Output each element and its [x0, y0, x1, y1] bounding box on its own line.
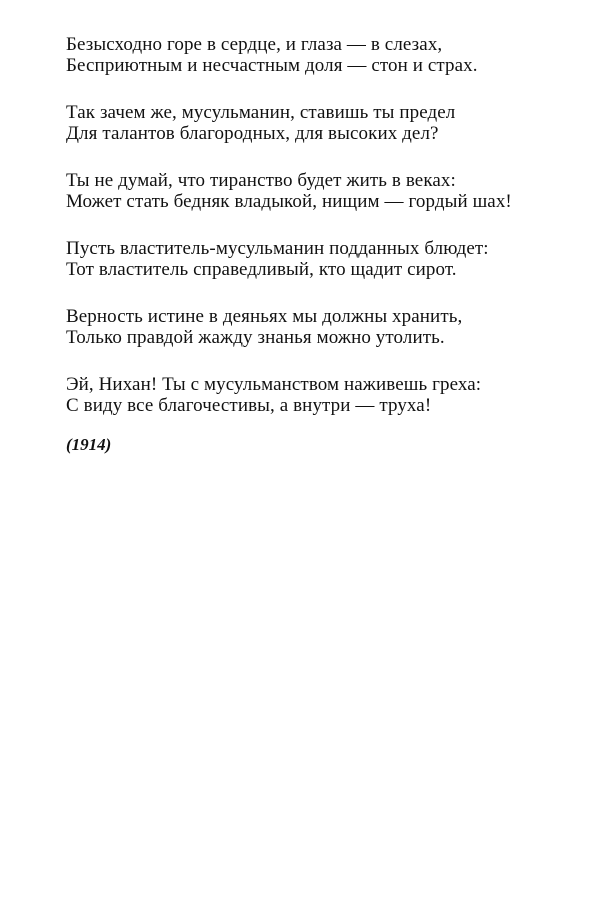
poem-line: Верность истине в деяньях мы должны хранить, — [66, 306, 463, 327]
poem-line: С виду все благочестивы, а внутри — труха! — [66, 395, 432, 416]
stanza-3 — [66, 170, 546, 212]
poem-page — [66, 34, 546, 455]
poem-line: Так зачем же, мусульманин, ставишь ты предел — [66, 102, 456, 123]
poem-line: Бесприютным и несчастным доля — стон и страх. — [66, 55, 478, 76]
stanza-4 — [66, 238, 546, 280]
poem-line: Ты не думай, что тиранство будет жить в веках: — [66, 170, 456, 191]
poem-line: Пусть властитель-мусульманин подданных блюдет: — [66, 238, 489, 259]
stanza-6 — [66, 374, 546, 416]
poem-line: Для талантов благородных, для высоких дел? — [66, 123, 439, 144]
poem-line: Только правдой жажду знанья можно утолить. — [66, 327, 445, 348]
stanza-5 — [66, 306, 546, 348]
poem-line: Эй, Нихан! Ты с мусульманством наживешь греха: — [66, 374, 482, 395]
stanza-1 — [66, 34, 546, 76]
poem-line: Безысходно горе в сердце, и глаза — в слезах, — [66, 34, 443, 55]
stanza-2 — [66, 102, 546, 144]
poem-line: Может стать бедняк владыкой, нищим — гордый шах! — [66, 191, 512, 212]
poem-year: (1914) — [66, 435, 112, 454]
poem-line: Тот властитель справедливый, кто щадит сирот. — [66, 259, 457, 280]
